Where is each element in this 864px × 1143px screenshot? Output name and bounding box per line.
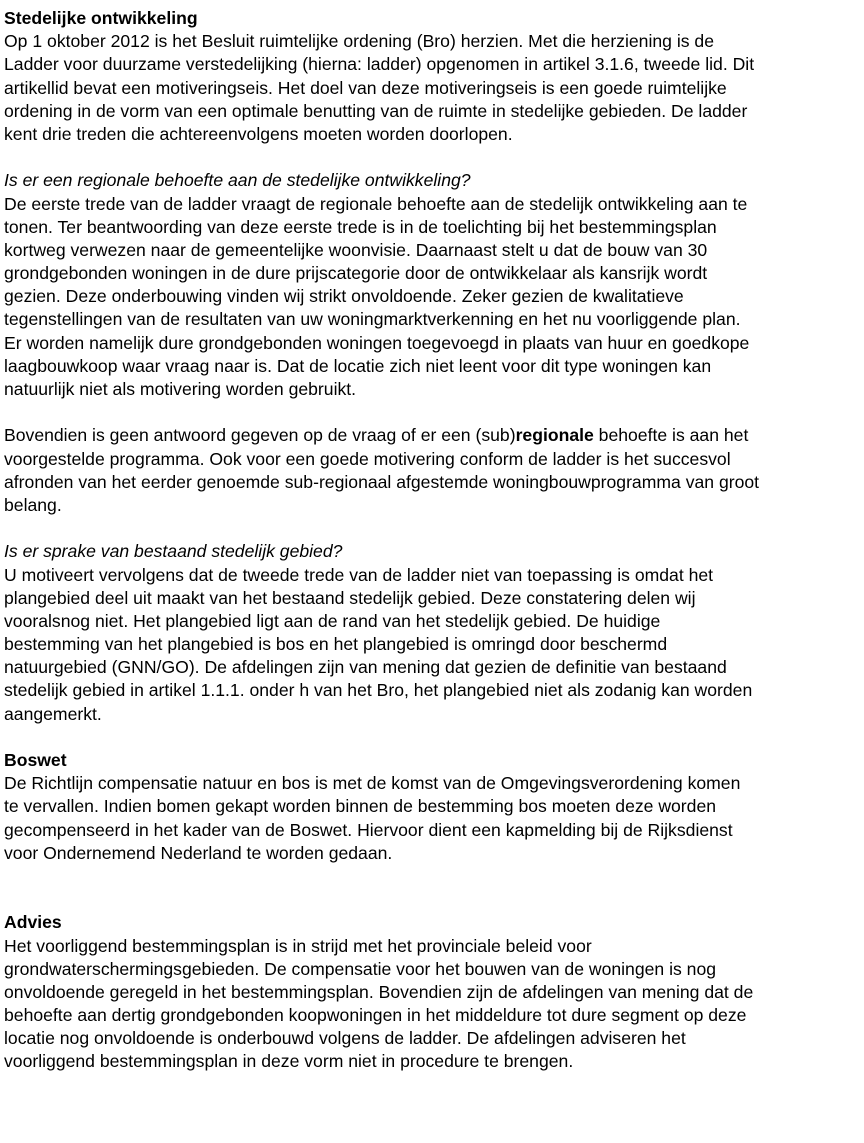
text-line: Het voorliggend bestemmingsplan is in strijd met het provinciale beleid voor [4, 935, 592, 956]
emphasis-regionale: regionale [515, 425, 594, 446]
text-line: stedelijk gebied in artikel 1.1.1. onder h van het Bro, het plangebied niet als zodanig kan worden [4, 680, 753, 701]
text-line: grondwaterschermingsgebieden. De compensatie voor het bouwen van de woningen is nog [4, 958, 717, 979]
text-line: ordening in de vorm van een optimale benutting van de ruimte in stedelijke gebieden. De ladder [4, 100, 748, 121]
text-line: gecompenseerd in het kader van de Boswet. Hiervoor dient een kapmelding bij de Rijksdienst [4, 819, 733, 840]
text-line: gezien. Deze onderbouwing vinden wij strikt onvoldoende. Zeker gezien de kwalitatieve [4, 286, 684, 307]
paragraph [4, 772, 864, 865]
section-boswet [4, 749, 864, 865]
section-stedelijke-ontwikkeling [4, 7, 864, 146]
spacer [4, 726, 864, 749]
text-line: afronden van het eerder genoemde sub-regionaal afgestemde woningbouwprogramma van groot [4, 471, 760, 492]
text-line: U motiveert vervolgens dat de tweede trede van de ladder niet van toepassing is omdat het [4, 564, 714, 585]
spacer [4, 517, 864, 540]
text-line: natuurlijk niet als motivering worden gebruikt. [4, 379, 357, 399]
text-line: aangemerkt. [4, 703, 102, 724]
text-line: kent drie treden die achtereenvolgens moeten worden doorlopen. [4, 123, 513, 144]
subsection-question: Is er sprake van bestaand stedelijk gebied? [4, 541, 343, 562]
text-line: bestemming van het plangebied is bos en het plangebied is omringd door beschermd [4, 634, 668, 655]
text-line: Op 1 oktober 2012 is het Besluit ruimtelijke ordening (Bro) herzien. Met die herziening is de [4, 31, 714, 52]
section-advies [4, 911, 864, 1073]
text-line [4, 424, 864, 447]
paragraph [4, 564, 864, 726]
section-heading: Advies [4, 912, 62, 933]
text-run: behoefte is aan het [593, 425, 749, 446]
subsection-question: Is er een regionale behoefte aan de stedelijke ontwikkeling? [4, 170, 471, 191]
text-line: Ladder voor duurzame verstedelijking (hierna: ladder) opgenomen in artikel 3.1.6, tweede lid. Dit [4, 54, 755, 75]
text-line: tegenstellingen van de resultaten van uw woningmarktverkenning en het nu voorliggende plan. [4, 309, 741, 330]
text-run: Bovendien is geen antwoord gegeven op de vraag of er een (sub) [4, 425, 516, 446]
text-line: vooralsnog niet. Het plangebied ligt aan de rand van het stedelijk gebied. De huidige [4, 610, 661, 631]
spacer [4, 401, 864, 424]
text-line: locatie nog onvoldoende is onderbouwd volgens de ladder. De afdelingen adviseren het [4, 1028, 686, 1049]
text-line: tonen. Ter beantwoording van deze eerste trede is in de toelichting bij het bestemmingsplan [4, 216, 717, 237]
spacer [4, 146, 864, 169]
text-line: De Richtlijn compensatie natuur en bos is met de komst van de Omgevingsverordening komen [4, 773, 741, 794]
spacer [4, 865, 864, 911]
text-line: voor Ondernemend Nederland te worden gedaan. [4, 842, 393, 863]
text-line: voorgestelde programma. Ook voor een goede motivering conform de ladder is het succesvol [4, 448, 731, 469]
text-line: behoefte aan dertig grondgebonden koopwoningen in het middeldure tot dure segment op deze [4, 1005, 747, 1026]
text-line: te vervallen. Indien bomen gekapt worden binnen de bestemming bos moeten deze worden [4, 796, 717, 817]
text-line: grondgebonden woningen in de dure prijscategorie door de ontwikkelaar als kansrijk wordt [4, 263, 708, 284]
section-heading: Stedelijke ontwikkeling [4, 8, 198, 28]
text-line: De eerste trede van de ladder vraagt de regionale behoefte aan de stedelijk ontwikkeling aan te [4, 193, 748, 214]
text-line: natuurgebied (GNN/GO). De afdelingen zijn van mening dat gezien de definitie van bestaand [4, 657, 727, 678]
text-line: kortweg verwezen naar de gemeentelijke woonvisie. Daarnaast stelt u dat de bouw van 30 [4, 239, 708, 260]
text-line: belang. [4, 494, 62, 515]
section-bestaand-stedelijk-gebied [4, 540, 864, 726]
text-line: artikellid bevat een motiveringseis. Het doel van deze motiveringseis is een goede ruimtelijke [4, 77, 727, 98]
text-line: plangebied deel uit maakt van het bestaand stedelijk gebied. Deze constatering delen wij [4, 587, 696, 608]
section-heading: Boswet [4, 750, 67, 770]
section-regionale-behoefte [4, 169, 864, 401]
paragraph [4, 935, 864, 1074]
paragraph [4, 30, 864, 146]
document-page [4, 7, 864, 1074]
text-line: voorliggend bestemmingsplan in deze vorm niet in procedure te brengen. [4, 1051, 574, 1072]
text-line: Er worden namelijk dure grondgebonden woningen toegevoegd in plaats van huur en goedkope [4, 332, 750, 353]
text-line: laagbouwkoop waar vraag naar is. Dat de locatie zich niet leent voor dit type woningen kan [4, 355, 712, 376]
paragraph [4, 193, 864, 402]
section-subregionale-behoefte [4, 424, 864, 517]
text-line: onvoldoende geregeld in het bestemmingsplan. Bovendien zijn de afdelingen van mening dat de [4, 981, 754, 1002]
